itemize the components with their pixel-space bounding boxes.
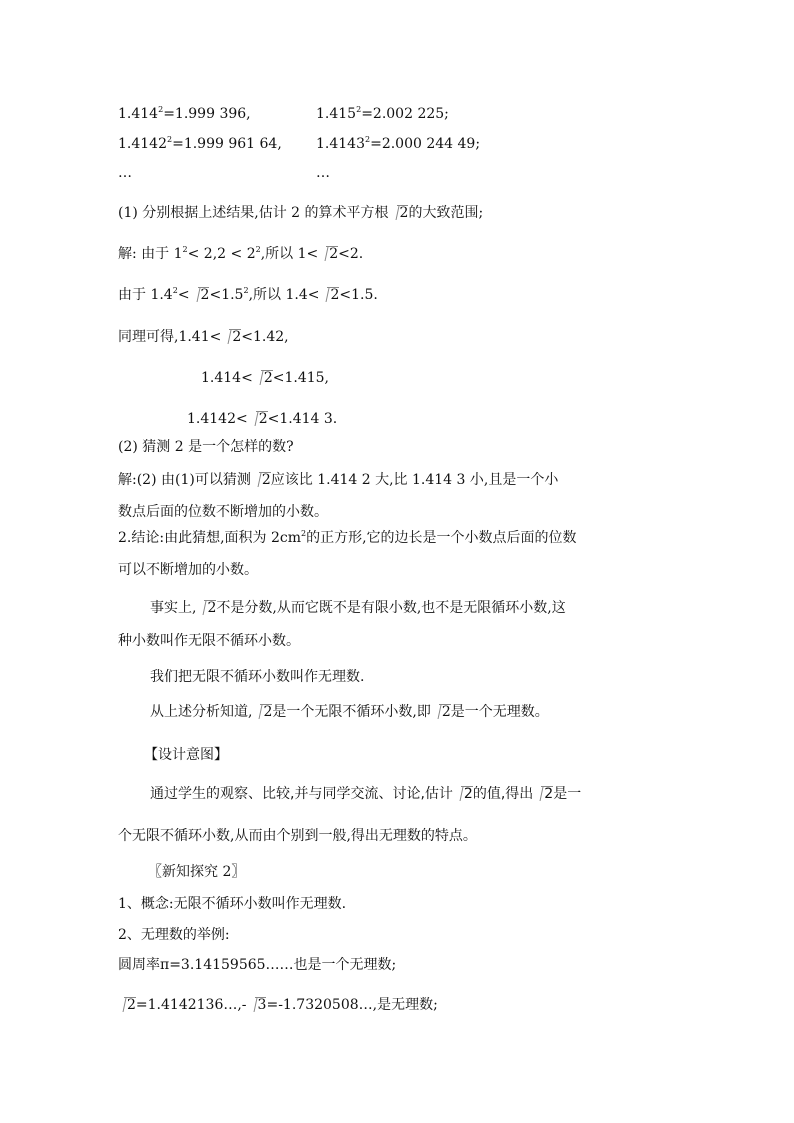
question-1: (1) 分别根据上述结果,估计 2 的算术平方根 2的大致范围;: [118, 205, 484, 221]
conclusion-line-1: 2.结论:由此猜想,面积为 $2cm^2$的正方形,它的边长是一个小数点后面的位数: [118, 529, 577, 546]
sqrt-symbol: 2: [391, 203, 409, 223]
question-2: (2) 猜测 2 是一个怎样的数?: [118, 439, 294, 455]
fact-line-2: 种小数叫作无限不循环小数。: [118, 633, 300, 649]
concept-line: 1、概念:无限不循环小数叫作无理数.: [118, 896, 347, 912]
new-section-title: 〖新知探究 2〗: [148, 864, 246, 880]
solution-1-line-4: 1.414< 2<1.415,: [201, 370, 329, 386]
sqrt-symbol: 2: [198, 598, 216, 618]
square-row-2a: $1.4142^2=1.999$ 961 64,: [118, 135, 282, 152]
design-line-2: 个无限不循环小数,从而由个别到一般,得出无理数的特点。: [118, 828, 477, 844]
ellipsis-left: …: [118, 165, 132, 181]
solution-1-line-3: 同理可得,1.41< 2<1.42,: [118, 329, 289, 345]
square-row-1b: $1.415^2=2.002$ 225;: [316, 105, 449, 122]
sqrt-symbol: 2: [192, 285, 210, 305]
sqrt-symbol: 2: [433, 702, 451, 722]
sqrt-symbol: 2: [535, 784, 553, 804]
sqrt-symbol: 2: [321, 285, 339, 305]
sqrt-symbol: 2: [250, 409, 268, 429]
examples-title: 2、无理数的举例:: [118, 927, 230, 943]
fact-line-1: 事实上, 2不是分数,从而它既不是有限小数,也不是无限循环小数,这: [150, 600, 566, 616]
sqrt-symbol: 2: [254, 702, 272, 722]
sqrt-symbol: 2: [320, 244, 338, 264]
solution-1-line-2: 由于 $1.4^2< 2<1.5^2$,所以 1.4< 2<1.5.: [118, 286, 378, 303]
analysis-line: 从上述分析知道, 2是一个无限不循环小数,即 2是一个无理数。: [150, 704, 549, 720]
solution-1-line-5: 1.4142< 2<1.414 3.: [187, 411, 338, 427]
sqrt-symbol: 2: [253, 470, 271, 490]
sqrt-symbol: 2: [455, 784, 473, 804]
sqrt-symbol: 2: [118, 995, 136, 1015]
conclusion-line-2: 可以不断增加的小数。: [118, 562, 258, 578]
square-row-1a: $1.414^2=1.999$ 396,: [118, 105, 251, 122]
sqrt-symbol: 2: [223, 327, 241, 347]
sqrt-symbol: 2: [255, 368, 273, 388]
examples-line: 2=1.4142136…,- 3=-1.7320508…,是无理数;: [118, 995, 438, 1015]
design-title: 【设计意图】: [144, 747, 228, 763]
design-line-1: 通过学生的观察、比较,并与同学交流、讨论,估计 2的值,得出 2是一: [150, 786, 582, 802]
ellipsis-right: …: [316, 165, 330, 181]
solution-2-line-1: 解:(2) 由(1)可以猜测 2应该比 1.414 2 大,比 1.414 3 小,且是一个小: [118, 472, 559, 488]
solution-1-line-1: 解: 由于 $1^2< 2,2 < 2^2$,所以 1< 2<2.: [118, 245, 364, 262]
sqrt-symbol: 3: [249, 995, 267, 1015]
definition-line: 我们把无限不循环小数叫作无理数.: [150, 669, 365, 685]
solution-2-line-2: 数点后面的位数不断增加的小数。: [118, 504, 328, 520]
square-row-2b: $1.4143^2=2.000$ 244 49;: [316, 135, 481, 152]
pi-line: 圆周率π=3.14159565……也是一个无理数;: [118, 957, 397, 973]
